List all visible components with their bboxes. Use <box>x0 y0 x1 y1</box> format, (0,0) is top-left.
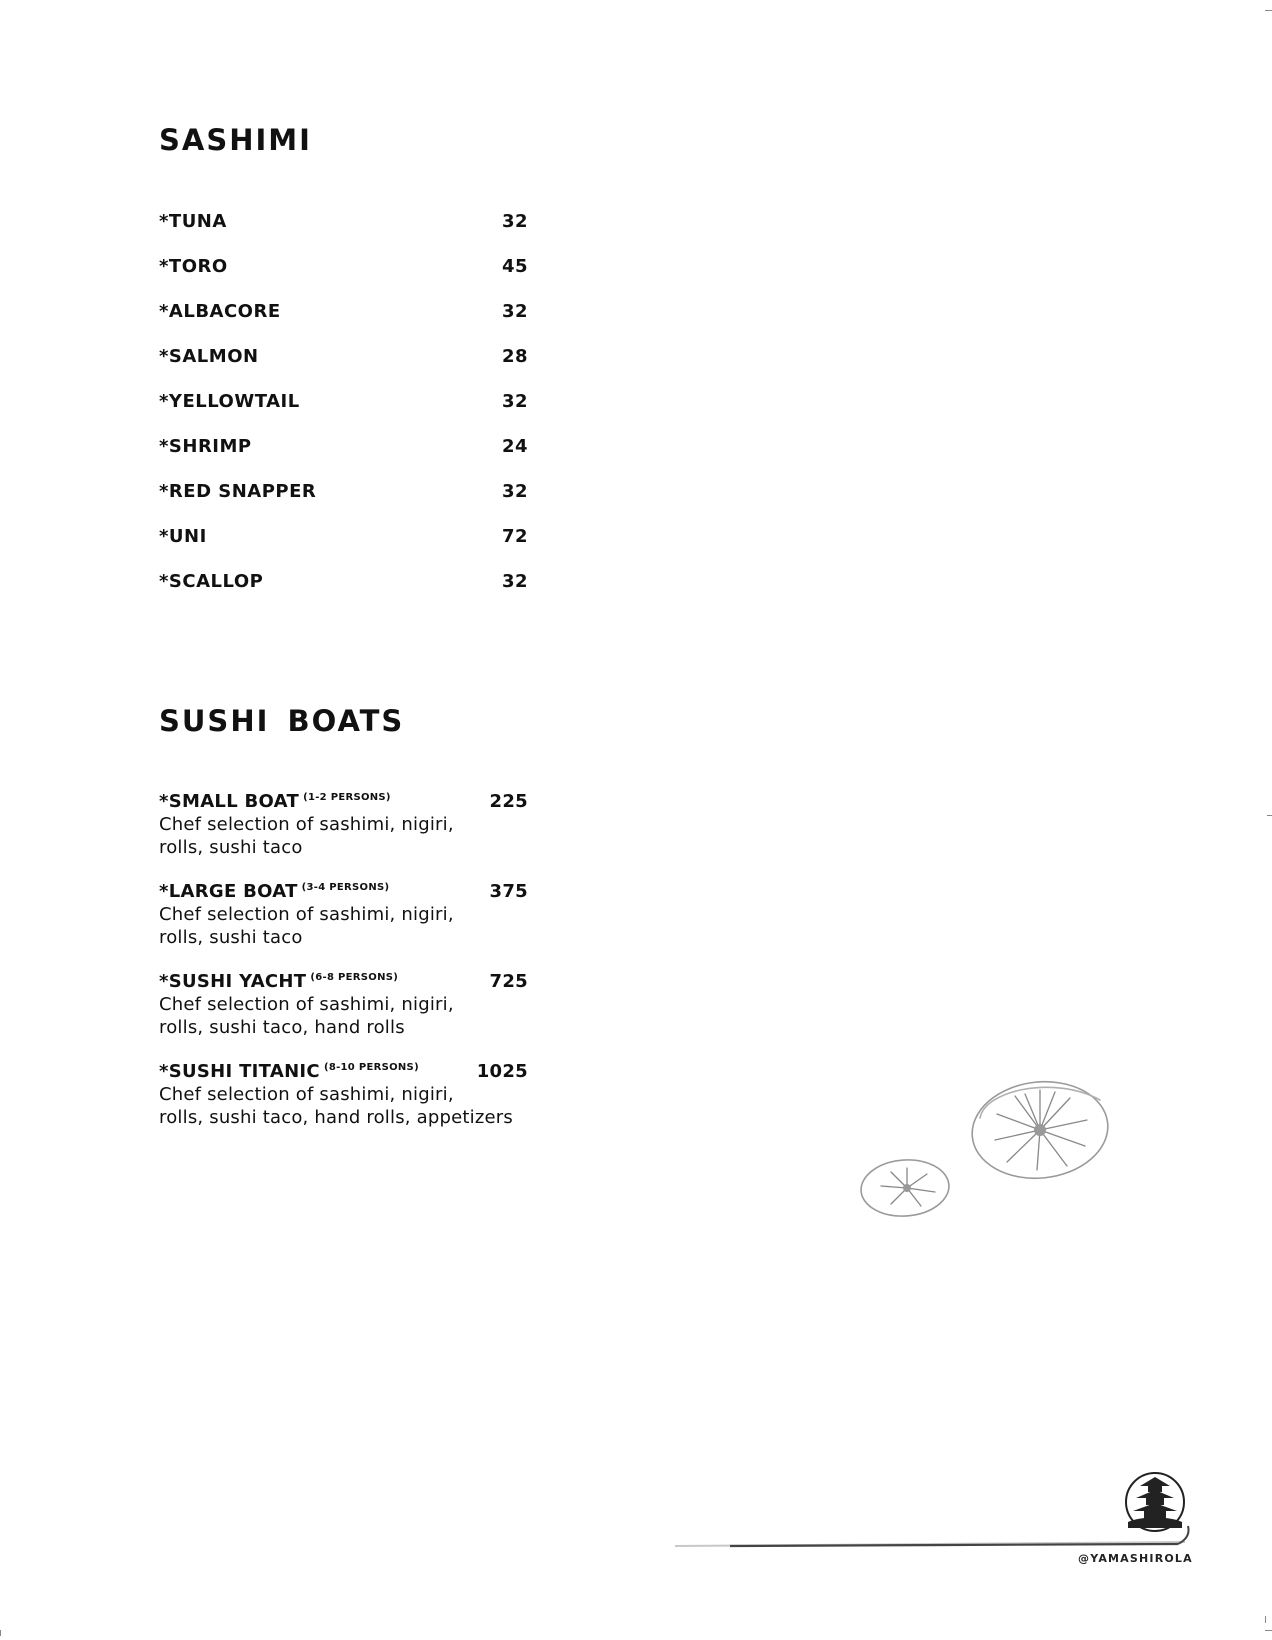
menu-item <box>159 791 528 881</box>
item-price: 225 <box>489 791 528 812</box>
item-header <box>159 1061 528 1082</box>
item-serving-size: (3-4 PERSONS) <box>301 882 390 893</box>
menu-item <box>159 211 528 256</box>
item-name: *SCALLOP <box>159 571 264 592</box>
item-price: 32 <box>501 211 528 232</box>
item-price: 32 <box>501 301 528 322</box>
item-title <box>159 791 391 812</box>
menu-item <box>159 436 528 481</box>
section-title-sushi-boats: SUSHI BOATS <box>159 704 405 738</box>
item-serving-size: (6-8 PERSONS) <box>310 972 399 983</box>
item-price: 24 <box>501 436 528 457</box>
menu-item <box>159 1061 528 1151</box>
item-description: Chef selection of sashimi, nigiri, rolls, sushi taco, hand rolls, appetizers <box>159 1084 513 1128</box>
item-serving-size: (8-10 PERSONS) <box>323 1062 419 1073</box>
item-description: Chef selection of sashimi, nigiri, rolls, sushi taco <box>159 904 454 948</box>
menu-item <box>159 571 528 616</box>
item-name: *SALMON <box>159 346 259 367</box>
item-description: Chef selection of sashimi, nigiri, rolls, sushi taco <box>159 814 454 858</box>
item-price: 45 <box>501 256 528 277</box>
item-price: 725 <box>489 971 528 992</box>
section-title-sashimi: SASHIMI <box>159 123 312 157</box>
item-title <box>159 881 389 902</box>
menu-item <box>159 526 528 571</box>
item-name: *RED SNAPPER <box>159 481 317 502</box>
crop-mark <box>1267 815 1272 816</box>
item-name: *YELLOWTAIL <box>159 391 300 412</box>
menu-item <box>159 301 528 346</box>
menu-item <box>159 256 528 301</box>
item-price: 72 <box>501 526 528 547</box>
item-header <box>159 791 528 812</box>
item-header <box>159 881 528 902</box>
menu-item <box>159 971 528 1061</box>
item-name: *SMALL BOAT <box>159 791 300 812</box>
sashimi-list <box>159 211 528 616</box>
crop-mark <box>1265 1630 1272 1631</box>
item-serving-size: (1-2 PERSONS) <box>303 792 391 803</box>
menu-item <box>159 881 528 971</box>
item-price: 1025 <box>476 1061 528 1082</box>
item-price: 32 <box>501 391 528 412</box>
social-handle: @YAMASHIROLA <box>1078 1552 1193 1565</box>
item-name: *TUNA <box>159 211 227 232</box>
crop-mark <box>0 1630 1 1636</box>
item-price: 375 <box>489 881 528 902</box>
item-price: 32 <box>501 571 528 592</box>
item-title <box>159 971 398 992</box>
item-title <box>159 1061 419 1082</box>
crop-mark <box>1265 1616 1266 1623</box>
menu-item <box>159 346 528 391</box>
item-name: *UNI <box>159 526 207 547</box>
item-header <box>159 971 528 992</box>
item-price: 28 <box>501 346 528 367</box>
item-name: *SUSHI YACHT <box>159 971 307 992</box>
item-name: *ALBACORE <box>159 301 281 322</box>
item-name: *SUSHI TITANIC <box>159 1061 320 1082</box>
lily-pad-icon <box>855 1070 1115 1220</box>
item-name: *LARGE BOAT <box>159 881 298 902</box>
item-name: *TORO <box>159 256 228 277</box>
menu-item <box>159 481 528 526</box>
sushi-boats-list <box>159 791 528 1151</box>
menu-item <box>159 391 528 436</box>
item-price: 32 <box>501 481 528 502</box>
crop-mark <box>1265 10 1272 11</box>
item-name: *SHRIMP <box>159 436 252 457</box>
item-description: Chef selection of sashimi, nigiri, rolls, sushi taco, hand rolls <box>159 994 454 1038</box>
